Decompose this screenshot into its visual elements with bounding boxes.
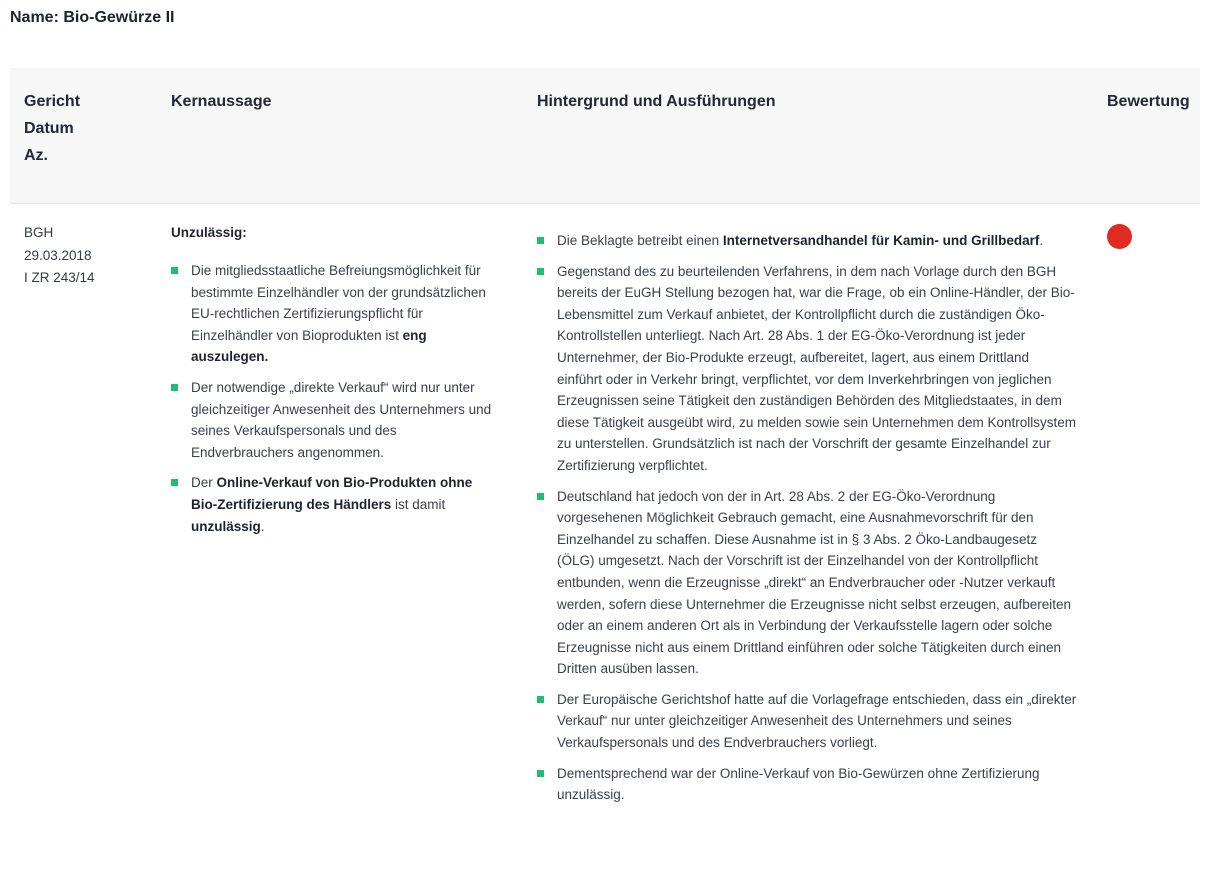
text: Deutschland hat jedoch von der in Art. 28 Abs. 2 der EG-Öko-Verordnung vorgesehenen Möglichkeit Gebrauch gemacht, eine Ausnahmevorschrift für den Einzelhandel zu schaffen. Diese Ausnahme ist in § 3 Abs. 2 Öko-Landbaugesetz (ÖLG) umgesetzt. Nach der Vorschrift ist der Einzelhandel von der Kontrollpflicht entbunden, wenn die Erzeugnisse „direkt“ an Endverbraucher oder -Nutzer verkauft werden, sofern diese Unternehmer die Erzeugnisse nicht selbst erzeugen, aufbereiten oder an einem anderen Ort als in Verbindung der Verkaufsstelle lagern oder solche Erzeugnisse nicht aus einem Drittland einführen oder solche Tätigkeiten durch einen Dritten ausüben lassen. <box>557 488 1072 677</box>
red-circle-icon <box>1107 224 1132 249</box>
table-header <box>10 68 1200 204</box>
bullet-square-icon <box>537 696 544 703</box>
header-gericht: Gericht <box>24 93 81 110</box>
cell-bewertung <box>1107 224 1132 249</box>
list-item <box>537 486 1077 680</box>
bold-text: unzulässig <box>191 518 261 534</box>
text: Gegenstand des zu beurteilenden Verfahrens, in dem nach Vorlage durch den BGH bereits der EuGH Stellung bezogen hat, war die Frage, ob ein Online-Händler, der Bio-Lebensmittel zum Verkauf anbietet, der Kontrollpflicht durch die zuständigen Öko-Kontrollstellen unterliegt. Nach Art. 28 Abs. 1 der EG-Öko-Verordnung ist jeder Unternehmer, der Bio-Produkte erzeugt, aufbereitet, lagert, aus einem Drittland einführt oder in Verkehr bringt, verpflichtet, vor dem Inverkehrbringen von jeglichen Erzeugnissen seine Tätigkeit den zuständigen Behörden des Mitgliedstaates, in dem diese Tätigkeit ausgeübt wird, zu melden sowie sein Unternehmen dem Kontrollsystem zu unterstellen. Grundsätzlich ist nach der Vorschrift der gesamte Einzelhandel zur Zertifizierung verpflichtet. <box>557 263 1077 473</box>
bullet-square-icon <box>171 479 178 486</box>
bold-text: Internetversandhandel für Kamin- und Grillbedarf <box>722 233 1040 248</box>
gericht-value: BGH <box>24 225 54 240</box>
bullet-square-icon <box>537 268 544 275</box>
page-title: Name: Bio-Gewürze II <box>10 9 175 26</box>
cell-hintergrund <box>537 230 1077 815</box>
list-item <box>171 472 501 537</box>
text: Die mitgliedsstaatliche Befreiungsmöglichkeit für bestimmte Einzelhändler von der grundsätzlichen EU-rechtlichen Zertifizierungspflicht für Einzelhändler von Bioprodukten ist <box>191 263 486 343</box>
bullet-square-icon <box>171 384 178 391</box>
text: Die Beklagte betreibt einen <box>557 233 723 248</box>
list-item <box>537 763 1077 806</box>
bullet-square-icon <box>537 493 544 500</box>
table-row <box>10 204 1200 879</box>
header-hintergrund: Hintergrund und Ausführungen <box>537 93 776 110</box>
cell-kernaussage <box>171 224 501 546</box>
text: ist damit <box>391 496 446 512</box>
header-bewertung: Bewertung <box>1107 93 1190 110</box>
hintergrund-list <box>537 230 1077 806</box>
text: Dementsprechend war der Online-Verkauf von Bio-Gewürzen ohne Zertifizierung unzulässig. <box>557 765 1040 803</box>
list-item <box>537 689 1077 754</box>
az-value: I ZR 243/14 <box>24 270 95 285</box>
bullet-square-icon <box>171 267 178 274</box>
text: . <box>260 518 265 534</box>
cell-gericht-datum-az <box>24 222 95 290</box>
list-item <box>171 377 501 463</box>
list-item <box>537 230 1077 252</box>
text: Der notwendige „direkte Verkauf“ wird nur unter gleichzeitiger Anwesenheit des Unternehmers und seines Verkaufspersonals und des Endverbrauchers angenommen. <box>191 379 492 460</box>
kernaussage-list <box>171 260 501 537</box>
text: . <box>1039 233 1044 248</box>
kernaussage-heading: Unzulässig: <box>171 225 247 240</box>
bullet-square-icon <box>537 237 544 244</box>
datum-value: 29.03.2018 <box>24 247 92 263</box>
list-item <box>171 260 501 368</box>
header-gericht-datum-az <box>24 88 144 169</box>
list-item <box>537 261 1077 477</box>
bullet-square-icon <box>537 770 544 777</box>
header-datum: Datum <box>24 120 74 137</box>
text: Der <box>191 475 217 491</box>
header-kernaussage: Kernaussage <box>171 93 272 110</box>
bold-text: eng auszulegen. <box>191 327 427 365</box>
bold-text: Online-Verkauf von Bio-Produkten ohne Bio-Zertifizierung des Händlers <box>191 475 473 512</box>
header-az: Az. <box>24 147 48 164</box>
text: Der Europäische Gerichtshof hatte auf die Vorlagefrage entschieden, dass ein „direkter Verkauf“ nur unter gleichzeitiger Anwesenheit des Unternehmers und seines Verkaufspersonals und des Endverbrauchers vorliegt. <box>557 691 1077 751</box>
